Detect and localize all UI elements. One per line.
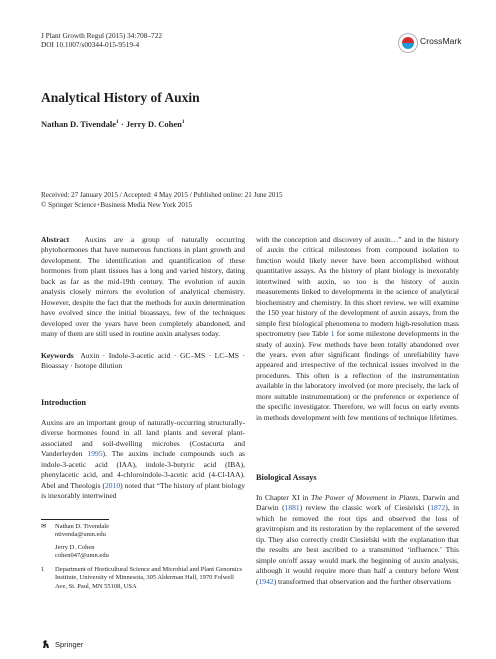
keywords-label: Keywords [41,351,74,360]
citation-link[interactable]: 1942 [258,576,274,586]
introduction-continued [256,235,459,423]
publication-dates [41,191,283,210]
biological-assays-text [256,493,459,587]
abstract-text: Auxins are a group of naturally occurring phytohormones that have numerous functions in plant growth and development. The identification and quantification of these hormones from plant tissues has a long and varied history, dating back as far as the mid-19th century. The evolution of auxin analysis closely mirrors the evolution of analytical chemistry. However, despite the fact that the methods for auxin determination have evolved since the initial bioassays, few of the techniques developed over the years have been completely abandoned, and many of them are still used in routine auxin analyses today. [41,235,245,339]
envelope-icon: ✉ [41,523,47,530]
crossmark-label: CrossMark [420,36,462,46]
footnotes [41,523,245,591]
affiliation-text: Department of Horticultural Science and Microbial and Plant Genomics Institute, University of Minnesota, 305 Alderman Hall, 1970 Folwell Ave, St. Paul, MN 55108, USA [55,566,242,590]
text-segment: ) review the classic work of Ciesielski ( [299,503,431,513]
coauthor-name: Jerry D. Cohen [55,543,95,551]
publisher-name: Springer [55,639,84,649]
introduction-text [41,418,245,502]
crossmark-badge[interactable] [398,33,462,55]
crossmark-icon [398,33,418,53]
footnote-divider [41,519,109,520]
keywords-text: Auxin · Indole-3-acetic acid · GC–MS · LC–MS · Bioassay · Isotope dilution [41,351,246,371]
keywords-block [41,351,245,372]
section-heading-biological-assays: Biological Assays [256,473,317,482]
text-segment: In Chapter XI in [256,493,311,502]
citation-link[interactable]: 1872 [430,503,446,513]
text-segment: ) noted that “The history of plant biology is inexorably intertwined [41,480,245,501]
copyright: © Springer Science+Business Media New York 2015 [41,200,193,209]
text-segment: ). The auxins include compounds such as indole-3-acetic acid (IAA), indole-3-butyric acid (IBA), phenylacetic acid, and 4-chloroindole-3-acetic acid (4-Cl-IAA). Abel and Theologis ( [41,449,245,490]
text-segment: for some milestone developments in the study of auxin). Few methods have been totally abandoned over the years, even after significant findings of unreliability have appeared and irrespective of the technical issues involved in the procedures. This often is a reflection of the instrumentation available in the laboratory involved (or more precisely, the lack of more suitable instrumentation) or the preference or experience of the specific investigator. Therefore, we will focus on early events in methods development with few mentions of technique lifetimes. [256,329,459,422]
journal-citation: J Plant Growth Regul (2015) 34:708–722 [41,31,163,40]
doi[interactable]: DOI 10.1007/s00344-015-9519-4 [41,40,140,49]
table-link[interactable]: 1 [330,329,335,339]
text-segment: , Darwin and Darwin ( [256,493,459,513]
book-title: The Power of Movement in Plants [310,493,419,502]
abstract-label: Abstract [41,235,70,244]
author-name: Nathan D. Tivendale [41,119,117,129]
history-dates: Received: 27 January 2015 / Accepted: 4 May 2015 / Published online: 21 June 2015 [41,191,283,199]
author-list [41,119,185,129]
section-heading-introduction: Introduction [41,398,87,407]
text-segment: Auxins are an important group of naturally-occurring structurally-diverse hormones found in all land plants and several plant-associated and soil-dwelling microbes (Costacurta and Vanderleyden [41,418,245,459]
author-name: Jerry D. Cohen [125,119,182,129]
citation-link[interactable]: 1995 [87,449,103,459]
author-affiliation-mark: 1 [116,119,119,126]
author-email[interactable]: ntivenda@umn.edu [55,531,106,539]
article-title: Analytical History of Auxin [41,90,200,105]
affiliation-mark: 1 [41,566,45,574]
citation-link[interactable]: 2010 [105,480,121,490]
corresponding-author-name: Nathan D. Tivendale [55,523,109,530]
text-segment: ), in which he removed the root tips and observed the loss of gravitropism and its restoration by the replacement of the severed tip. They also correctly credit Ciesielski with the explanation that the results are best ascribed to a transmitted ‘influence.’ This simple on/off assay would mark the beginning of auxin analysis, although it would require more than half a century before Went ( [256,503,459,586]
journal-header [41,31,162,49]
author-affiliation-mark: 1 [181,119,185,126]
publisher-footer [41,639,83,649]
text-segment: with the conception and discovery of auxin…” and in the history of auxin the critical milestones from compound isolation to function would likely never have been accomplished without quantitative assays. As the history of plant biology is inexorably intertwined with auxin, so too is the history of auxin measurements linked to developments in the science of analytical biochemistry and chemistry. In this short review, we will examine the 150 year history of the development of auxin assays, from the simple first biological phenomena to modern high-resolution mass spectrometry (see Table [256,235,459,339]
author-email[interactable]: cohen047@umn.edu [55,551,109,559]
citation-link[interactable]: 1881 [284,503,300,513]
text-segment: ) transformed that observation and the further observations [273,576,452,586]
author-separator: · [118,119,126,129]
springer-horse-icon [41,639,51,649]
abstract-block [41,235,245,340]
